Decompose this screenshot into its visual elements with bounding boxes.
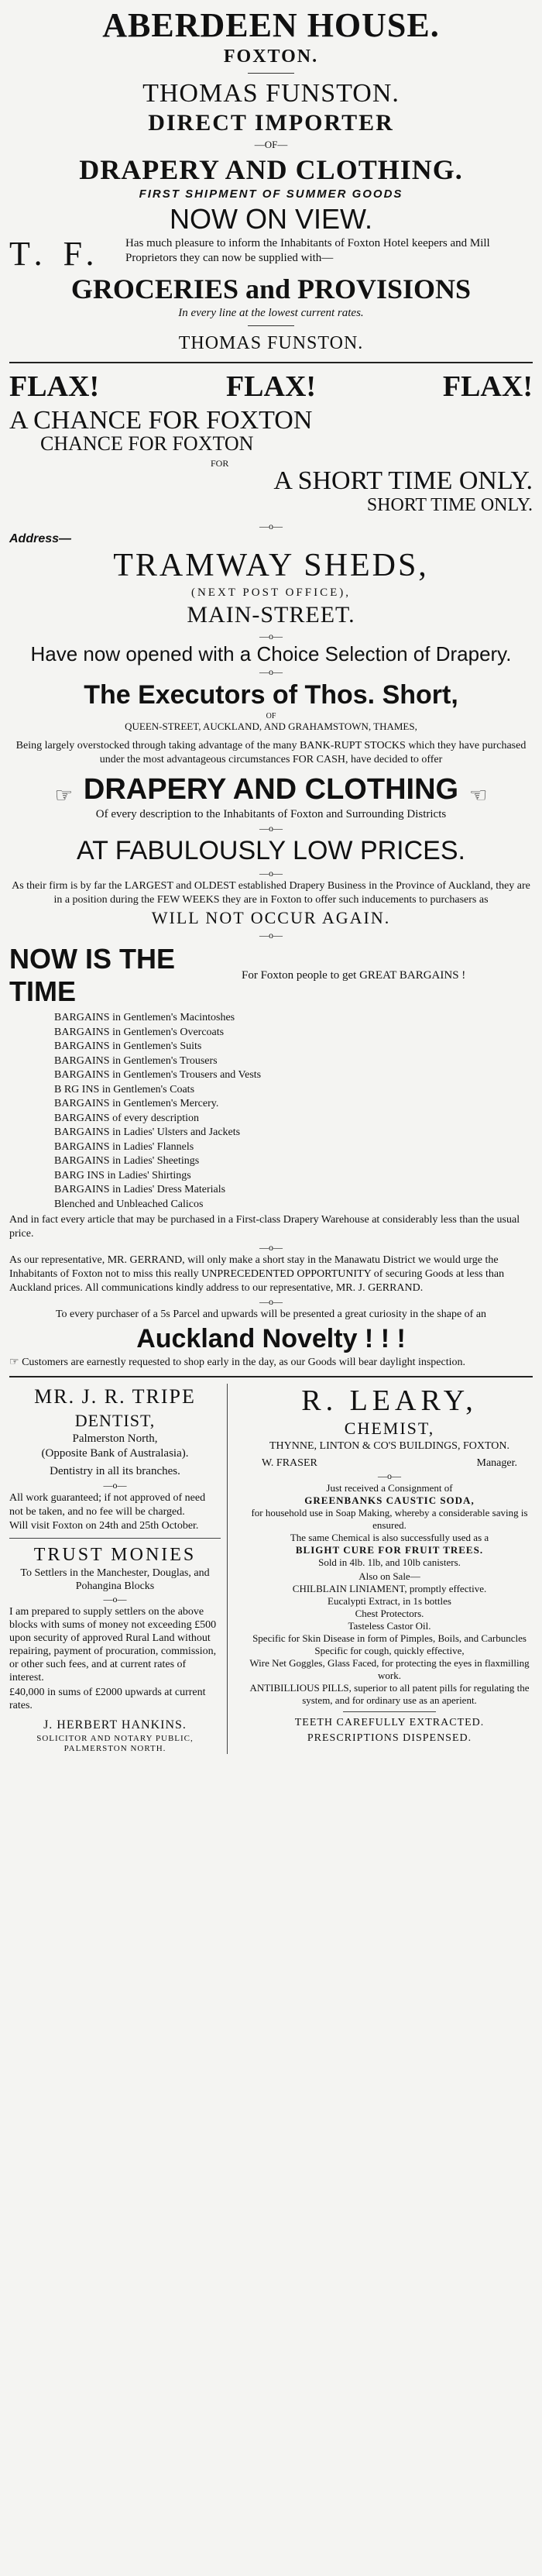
auckland-novelty: Auckland Novelty ! ! ! — [136, 1324, 406, 1354]
hankins-place: PALMERSTON NORTH. — [63, 1744, 166, 1754]
section-divider — [9, 1376, 533, 1377]
bottom-columns — [9, 1384, 533, 1754]
chance-line-a: A CHANCE FOR FOXTON — [9, 406, 313, 435]
every-line: In every line at the lowest current rates. — [178, 307, 364, 319]
of-label: —OF— — [254, 139, 288, 150]
flax-word-2: FLAX! — [225, 370, 317, 403]
low-prices-heading: AT FABULOUSLY LOW PRICES. — [77, 836, 465, 866]
flax-row — [9, 370, 533, 404]
dot-sep: —o— — [103, 1594, 127, 1605]
guarantee-text: All work guaranteed; if not approved of need not be taken, and no fee will be charged. — [9, 1492, 206, 1518]
of-small: OF — [266, 712, 276, 721]
manager-name: W. FRASER — [262, 1457, 317, 1470]
pointing-hand-icon: ☞ — [9, 1357, 19, 1369]
caustic-soda: GREENBANKS CAUSTIC SODA, — [304, 1494, 475, 1507]
column-divider — [9, 1538, 221, 1539]
purchaser-text: To every purchaser of a 5s Parcel and upwards will be presented a great curiosity in the shape of an — [55, 1309, 487, 1321]
short-line-b: SHORT TIME ONLY. — [366, 495, 533, 515]
pointing-hand-icon: ☞ — [54, 784, 73, 807]
bargain-item: BARGAINS in Gentlemen's Trousers and Vests — [54, 1069, 262, 1082]
overstocked-text: Being largely overstocked through taking advantage of the many BANK-RUPT STOCKS which they have purchased under the most advantageous circumstances FOR CASH, have decided to offer — [15, 740, 527, 765]
next-post-office: (NEXT POST OFFICE), — [190, 586, 352, 599]
hankins-signature: J. HERBERT HANKINS. — [43, 1718, 187, 1732]
chemist-label: CHEMIST, — [344, 1419, 435, 1439]
bargain-item: BARGAINS in Gentlemen's Trousers — [54, 1054, 218, 1067]
bargain-item: BARGAINS in Gentlemen's Macintoshes — [54, 1012, 235, 1024]
address-label: Address— — [9, 532, 72, 545]
now-time-heading: NOW IS THE TIME — [9, 943, 175, 1008]
leary-name: R. LEARY, — [301, 1384, 478, 1418]
bargain-item: Blenched and Unbleached Calicos — [54, 1198, 204, 1210]
sold-text: Sold in 4lb. 1lb, and 10lb canisters. — [318, 1556, 461, 1569]
just-received: Just received a Consignment of — [326, 1482, 453, 1494]
tripe-name: MR. J. R. TRIPE — [34, 1385, 196, 1408]
bargain-item: BARGAINS in Ladies' Sheetings — [54, 1155, 200, 1168]
manager-row — [262, 1457, 517, 1470]
section-divider — [9, 362, 533, 363]
dot-sep: —o— — [378, 1470, 401, 1482]
for-label: FOR — [211, 458, 229, 469]
representative-text: As our representative, MR. GERRAND, will only make a short stay in the Manawatu District we would urge the Inhabitants of Foxton not to miss this really UNPRECEDENTED OPPORTUNITY of securing Goods at less than Auckland prices. All communications kindly address to our representative, MR. J. GERRAND. — [9, 1254, 505, 1295]
bargain-item: BARG INS in Ladies' Shirtings — [54, 1169, 191, 1181]
dot-sep: —o— — [103, 1480, 127, 1491]
opened-notice: Have now opened with a Choice Selection of Drapery. — [30, 642, 512, 665]
drapery2-row — [9, 772, 533, 807]
dentistry-text: Dentistry in all its branches. — [50, 1465, 180, 1478]
dot-sep: —o— — [259, 631, 283, 641]
manager-label: Manager. — [476, 1457, 517, 1470]
pointing-hand-icon: ☜ — [469, 784, 488, 807]
every-article: And in fact every article that may be purchased in a First-class Drapery Warehouse at considerably less than the usual price. — [9, 1214, 520, 1240]
aberdeen-house-heading: ABERDEEN HOUSE. — [102, 6, 440, 44]
specific-skin: Specific for Skin Disease in form of Pimples, Boils, and Carbuncles — [252, 1632, 527, 1645]
drapery-clothing-heading: DRAPERY AND CLOTHING. — [79, 154, 463, 185]
divider — [343, 1711, 436, 1712]
queen-street: QUEEN-STREET, AUCKLAND, AND GRAHAMSTOWN, THAMES, — [125, 721, 417, 732]
blight-cure: BLIGHT CURE FOR FRUIT TREES. — [295, 1544, 484, 1556]
direct-importer: DIRECT IMPORTER — [148, 110, 394, 136]
flax-word-1: FLAX! — [9, 370, 100, 403]
chance-line-b: CHANCE FOR FOXTON — [40, 432, 254, 455]
tripe-town: Palmerston North, — [72, 1432, 158, 1446]
trust-settlers: To Settlers in the Manchester, Douglas, and Pohangina Blocks — [20, 1567, 210, 1593]
now-on-view: NOW ON VIEW. — [169, 203, 372, 235]
chilblain-text: CHILBLAIN LINIAMENT, promptly effective. — [292, 1583, 487, 1595]
hankins-title: SOLICITOR AND NOTARY PUBLIC, — [36, 1734, 194, 1744]
divider — [248, 325, 294, 326]
prescriptions-dispensed: PRESCRIPTIONS DISPENSED. — [307, 1732, 472, 1745]
bargain-item: BARGAINS of every description — [54, 1112, 200, 1124]
bargain-item: BARGAINS in Gentlemen's Suits — [54, 1040, 202, 1053]
eucalypti-text: Eucalypti Extract, in 1s bottles — [328, 1595, 451, 1608]
tripe-opposite: (Opposite Bank of Australasia). — [41, 1447, 189, 1460]
funston-signature: THOMAS FUNSTON. — [178, 333, 364, 353]
dot-sep: —o— — [259, 521, 283, 531]
leary-buildings: THYNNE, LINTON & CO'S BUILDINGS, FOXTON. — [269, 1440, 509, 1453]
bargain-item: BARGAINS in Ladies' Flannels — [54, 1140, 194, 1153]
chance-block — [9, 404, 533, 520]
flax-word-3: FLAX! — [442, 370, 533, 403]
main-street: MAIN-STREET. — [187, 602, 355, 628]
now-time-side: For Foxton people to get GREAT BARGAINS ! — [242, 968, 466, 982]
bargain-item: B RG INS in Gentlemen's Coats — [54, 1083, 195, 1095]
same-text: The same Chemical is also successfully used as a — [290, 1532, 489, 1544]
now-time-row — [9, 943, 533, 1008]
chest-protectors: Chest Protectors. — [355, 1608, 424, 1620]
antibillious-pills: ANTIBILLIOUS PILLS, superior to all patent pills for regulating the system, and for ordinary use as an aperient. — [249, 1682, 530, 1707]
dot-sep: —o— — [259, 666, 283, 677]
firm-text: As their firm is by far the LARGEST and OLDEST established Drapery Business in the Province of Auckland, they are in a position during the FEW WEEKS they are in Foxton to offer such inducements to purchasers as — [12, 880, 530, 906]
every-description: Of every description to the Inhabitants of Foxton and Surrounding Districts — [95, 808, 447, 821]
tf-initials: T. F. — [9, 235, 101, 273]
short-line-a: A SHORT TIME ONLY. — [273, 466, 533, 495]
dot-sep: —o— — [259, 868, 283, 879]
dot-sep: —o— — [259, 1296, 283, 1308]
teeth-extracted: TEETH CAREFULLY EXTRACTED. — [294, 1717, 485, 1729]
left-column — [9, 1384, 228, 1754]
trust-prepared: I am prepared to supply settlers on the above blocks with sums of money not exceeding £500 upon security of approved Rural Land without repairing, payment of procuration, commission, or other such fees, and at current rates of interest. — [9, 1606, 217, 1684]
groceries-heading: GROCERIES and PROVISIONS — [70, 273, 472, 304]
tf-text: Has much pleasure to inform the Inhabitants of Foxton Hotel keepers and Mill Proprietors they can now be supplied with— — [125, 237, 490, 264]
bargain-item: BARGAINS in Ladies' Dress Materials — [54, 1184, 226, 1196]
trust-sums: £40,000 in sums of £2000 upwards at current rates. — [9, 1687, 206, 1712]
divider — [248, 73, 294, 74]
executors-heading: The Executors of Thos. Short, — [84, 680, 458, 710]
dentist-label: DENTIST, — [74, 1411, 156, 1431]
wire-goggles: Wire Net Goggles, Glass Faced, for protecting the eyes in flaxmilling work. — [249, 1657, 530, 1682]
dot-sep: —o— — [259, 823, 283, 834]
also-on-sale: Also on Sale— — [358, 1570, 420, 1583]
will-not-occur: WILL NOT OCCUR AGAIN. — [151, 908, 391, 928]
tf-notice — [9, 236, 533, 272]
aberdeen-town: FOXTON. — [223, 46, 319, 67]
visit-text: Will visit Foxton on 24th and 25th October. — [9, 1520, 199, 1532]
drapery2-heading: DRAPERY AND CLOTHING — [83, 773, 459, 806]
tramway-sheds: TRAMWAY SHEDS, — [113, 548, 429, 583]
bargain-item: BARGAINS in Gentlemen's Overcoats — [54, 1026, 225, 1038]
dot-sep: —o— — [259, 1242, 283, 1254]
soap-text: for household use in Soap Making, whereby a considerable saving is ensured. — [251, 1507, 528, 1532]
trust-monies-heading: TRUST MONIES — [33, 1545, 197, 1566]
bargains-list — [54, 1011, 488, 1212]
dot-sep: —o— — [259, 930, 283, 941]
customers-text: Customers are earnestly requested to shop early in the day, as our Goods will bear daylight inspection. — [22, 1357, 466, 1369]
bargain-item: BARGAINS in Gentlemen's Mercery. — [54, 1098, 219, 1110]
castor-oil: Tasteless Castor Oil. — [348, 1620, 431, 1632]
specific-cough: Specific for cough, quickly effective, — [314, 1645, 465, 1657]
customers-row — [9, 1356, 533, 1370]
first-shipment: FIRST SHIPMENT OF SUMMER GOODS — [139, 187, 403, 201]
right-column — [238, 1384, 533, 1754]
bargain-item: BARGAINS in Ladies' Ulsters and Jackets — [54, 1126, 241, 1139]
aberdeen-owner: THOMAS FUNSTON. — [142, 79, 400, 108]
